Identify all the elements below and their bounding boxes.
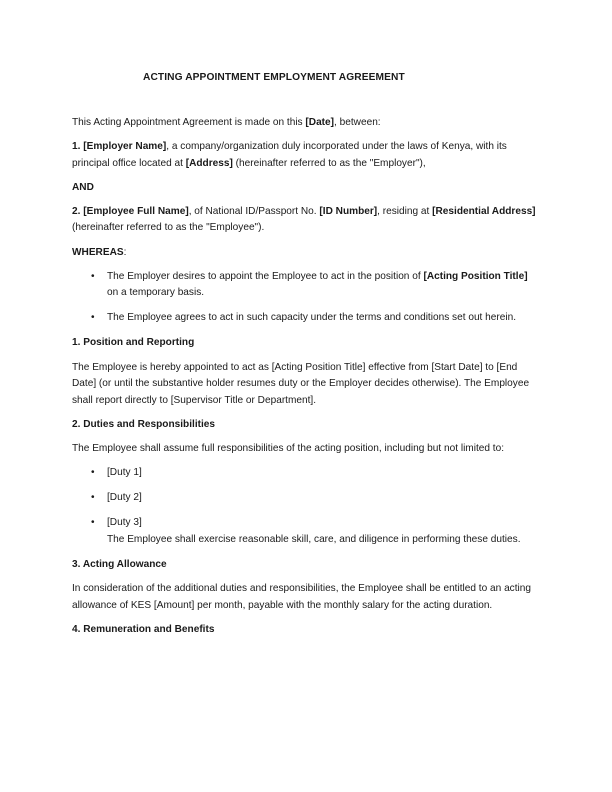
employer-name: [Employer Name] <box>83 141 167 153</box>
acting-position-title: [Acting Position Title] <box>423 270 528 282</box>
section-heading: 2. Duties and Responsibilities <box>72 418 216 430</box>
duty-item: [Duty 1] <box>107 467 142 478</box>
bullet-icon: • <box>91 270 95 282</box>
whereas-item-text: The Employer desires to appoint the Employee to act in the position of <box>107 270 424 282</box>
list-item <box>72 465 540 482</box>
list-item <box>72 490 540 507</box>
list-item <box>72 310 540 327</box>
list-item <box>72 515 540 548</box>
section-text: In consideration of the additional duties and responsibilities, the Employee shall be entitled to an acting allowance of KES [Amount] per month, payable with the monthly salary for the acting duration. <box>72 582 531 611</box>
section-heading: 1. Position and Reporting <box>72 337 195 349</box>
employee-name: [Employee Full Name] <box>83 205 189 217</box>
whereas-heading <box>72 245 540 262</box>
and-label: AND <box>72 181 94 193</box>
whereas-item-text: The Employee agrees to act in such capacity under the terms and conditions set out herein. <box>107 312 517 324</box>
employer-paragraph <box>72 139 540 172</box>
section-text: The Employee is hereby appointed to act as [Acting Position Title] effective from [Start Date] to [End Date] (or until the substantive holder resumes duty or the Employer decides otherwise). The Employee shall report directly to [Supervisor Title or Department]. <box>72 361 530 406</box>
document-title: ACTING APPOINTMENT EMPLOYMENT AGREEMENT <box>143 72 405 83</box>
document-body <box>72 115 540 646</box>
employee-paragraph <box>72 204 540 237</box>
duty-item: [Duty 2] <box>107 492 142 504</box>
employer-number: 1. <box>72 141 84 153</box>
whereas-label: WHEREAS <box>72 246 124 258</box>
employee-id: [ID Number] <box>319 205 378 217</box>
employer-text-1: , a company/organization duly incorporated under the laws of Kenya, with its principal office located at <box>72 141 507 169</box>
bullet-icon: • <box>91 492 95 504</box>
employee-address: [Residential Address] <box>432 205 536 217</box>
bullet-icon: • <box>91 467 95 478</box>
duties-closing: The Employee shall exercise reasonable skill, care, and diligence in performing these duties. <box>107 533 521 545</box>
bullet-icon: • <box>91 312 95 324</box>
employer-text-2: (hereinafter referred to as the "Employer"), <box>232 157 426 169</box>
agreement-date: [Date] <box>305 117 335 128</box>
bullet-icon: • <box>91 517 95 529</box>
employee-text-3: (hereinafter referred to as the "Employee"). <box>72 222 265 234</box>
list-item <box>72 269 540 302</box>
section-heading: 3. Acting Allowance <box>72 558 167 570</box>
duty-item: [Duty 3] <box>107 517 142 529</box>
section-heading: 4. Remuneration and Benefits <box>72 623 215 635</box>
employee-text-2: , residing at <box>377 205 433 217</box>
intro-prefix: This Acting Appointment Agreement is made on this <box>72 117 306 128</box>
intro-paragraph <box>72 115 540 132</box>
section-text: The Employee shall assume full responsibilities of the acting position, including but not limited to: <box>72 442 505 454</box>
employee-text-1: , of National ID/Passport No. <box>188 205 320 217</box>
and-separator <box>72 180 540 197</box>
whereas-item-tail: on a temporary basis. <box>107 287 205 299</box>
duties-list <box>72 465 540 548</box>
employer-address: [Address] <box>185 157 233 169</box>
intro-suffix: , between: <box>334 117 381 128</box>
whereas-list <box>72 269 540 327</box>
employee-number: 2. <box>72 205 84 217</box>
whereas-colon: : <box>123 246 127 258</box>
